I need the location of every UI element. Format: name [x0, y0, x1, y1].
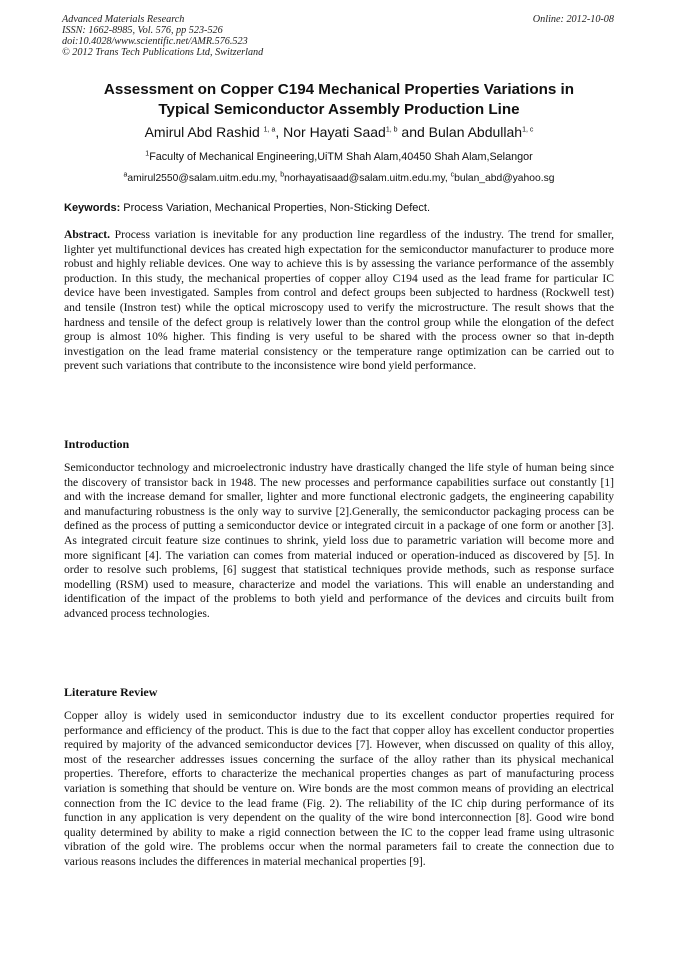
author-2: , Nor Hayati Saad	[275, 124, 386, 140]
author-1: Amirul Abd Rashid	[144, 124, 264, 140]
online-date: Online: 2012-10-08	[532, 14, 614, 25]
keywords	[64, 201, 614, 215]
author-3-affil: 1, c	[522, 126, 534, 134]
title-line-2: Typical Semiconductor Assembly Production Line	[158, 101, 520, 118]
email-c-mark: c	[450, 171, 455, 179]
doi-line: doi:10.4028/www.scientific.net/AMR.576.523	[62, 36, 248, 47]
email-a-mark: a	[123, 171, 128, 179]
author-emails	[20, 172, 658, 186]
introduction-paragraph: Semiconductor technology and microelectronic industry have drastically changed the life style of human being since the discovery of transistor back in 1948. The new processes and performance capabilities surface out constantly [1] and with the increase demand for smaller, lighter and more functional electronic gadgets, the engineering capability and manufacturing robustness is the only way to survive [2].Generally, the semiconductor packaging process can be defined as the process of putting a semiconductor device or integrated circuit in a package of one form or another [3]. As integrated circuit feature size continues to shrink, yield loss due to parametric variation will become more and more significant [4]. The variation can comes from material induced or operation-induced as discovered by [5]. In order to resolve such problems, [6] suggest that statistical techniques provide methods, such as response surface modelling (RSM) used to measure, characterize and model the variations. This will enable an understanding and identification of the impact of the problems to both yield and performance of the devices and circuits built from advanced process technologies.	[64, 461, 614, 620]
literature-paragraph: Copper alloy is widely used in semiconductor industry due to its excellent conductor properties required for performance and efficiency of the product. This is due to the fact that copper alloy has excellent conductor properties required by majority of the advanced semiconductor devices [7]. However, when discussed on quality of this alloy, most of the researcher addresses issues concerning the surface of the alloy rather than its physical mechanical properties. Therefore, efforts to characterize the mechanical properties changes as part of manufacturing process variation is something that should be venture on. Wire bonds are the most common means of providing an electrical connection from the IC device to the lead frame (Fig. 2). The reliability of the IC chip during performance of its function in any application is very dependent on the quality of the wire bond interconnection [8]. Good wire bond quality determined by ability to make a rigid connection between the IC to the copper lead frame using ultrasonic vibration of the gold wire. The problems occur when the normal parameters fail to create the connection due to various reasons includes the differences in material mechanical properties [9].	[64, 709, 614, 868]
journal-header	[62, 14, 263, 58]
affiliation	[30, 150, 648, 164]
title-line-1: Assessment on Copper C194 Mechanical Properties Variations in	[103, 81, 575, 98]
abstract-text: Process variation is inevitable for any production line regardless of the industry. The trend for smaller, lighter yet multifunctional devices has created high expectation for the semiconductor manufacturer to produce more robust and highly reliable devices. One way to achieve this is by assessing the variance performance of the assembly production. In this study, the mechanical properties of copper alloy C194 used as the lead frame for particular IC device have been investigated. Samples from control and defect groups been subjected to hardness (Rockwell test) and tensile (Instron test) while the optical microscopy used to verify the microstructure. The result shows that the hardness and tensile of the defect group is relatively lower than the control group while the elongation of the defect group is almost 10% higher. This finding is very useful to be shared with the process owner so that in-depth investigation on the lead frame material consistency or the temperature range optimization can be carried out to prevent such variations that contribute to the inconsistence wire bond yield performance.	[64, 228, 614, 373]
paper-title	[40, 80, 638, 120]
email-b: norhayatisaad@salam.uitm.edu.my,	[284, 173, 451, 184]
journal-name: Advanced Materials Research	[62, 14, 185, 25]
author-list	[30, 123, 648, 141]
author-1-affil: 1, a	[263, 126, 276, 134]
copyright-line: © 2012 Trans Tech Publications Ltd, Switzerland	[62, 47, 264, 58]
author-3: and Bulan Abdullah	[397, 124, 523, 140]
abstract-label: Abstract.	[64, 228, 111, 241]
literature-heading: Literature Review	[64, 685, 158, 699]
abstract	[64, 228, 614, 374]
keywords-label: Keywords:	[64, 202, 121, 214]
issn-line: ISSN: 1662-8985, Vol. 576, pp 523-526	[62, 25, 223, 36]
keywords-text: Process Variation, Mechanical Properties, Non-Sticking Defect.	[120, 202, 431, 214]
email-a: amirul2550@salam.uitm.edu.my,	[127, 173, 281, 184]
email-c: bulan_abd@yahoo.sg	[454, 173, 555, 184]
email-b-mark: b	[280, 171, 285, 179]
affiliation-mark: 1	[145, 150, 150, 158]
author-2-affil: 1, b	[385, 126, 398, 134]
introduction-heading: Introduction	[64, 437, 130, 451]
affiliation-text: Faculty of Mechanical Engineering,UiTM Shah Alam,40450 Shah Alam,Selangor	[149, 151, 533, 163]
